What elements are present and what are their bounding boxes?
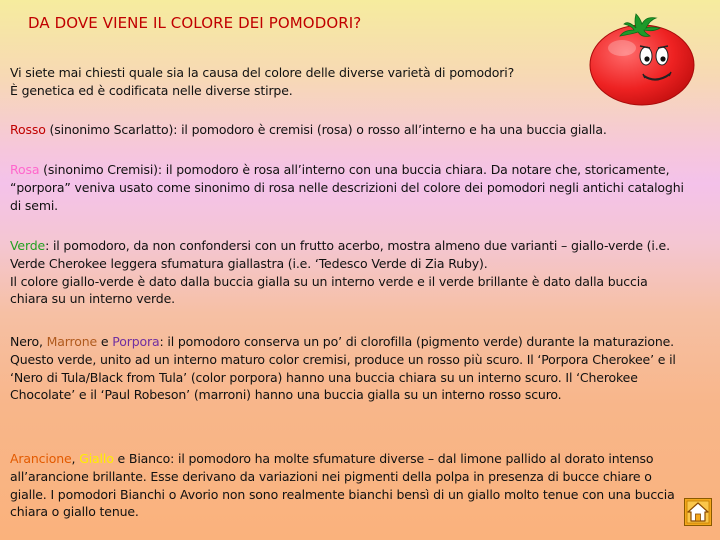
verde-label: Verde [10, 238, 46, 253]
verde-paragraph [10, 237, 684, 308]
verde-text: : il pomodoro, da non confondersi con un frutto acerbo, mostra almeno due varianti – giallo-verde (i.e. Verde Cherokee leggera sfumatura giallastra (i.e. ‘Tedesco Verde di Zia Ruby). [10, 238, 670, 271]
arancione-label: Arancione [10, 451, 72, 466]
intro-paragraph [10, 64, 514, 100]
rosso-paragraph [10, 121, 607, 139]
arancione-text: : il pomodoro ha molte sfumature diverse – dal limone pallido al dorato intenso all’arancione brillante. Esse derivano da variazioni nei pigmenti della polpa in presenza di bucce chiare o gialle. I pomodori Bianchi o Avorio non sono realmente bianchi bensì di un giallo molto tenue con una buccia chiara o giallo tenue. [10, 451, 675, 520]
porpora-label: Porpora [112, 334, 160, 349]
arancione-sep-1: , [71, 451, 80, 466]
intro-line-2: È genetica ed è codificata nelle diverse stirpe. [10, 82, 293, 98]
nero-label: Nero [10, 334, 39, 349]
arancione-paragraph [10, 450, 684, 521]
verde-text-2: Il colore giallo-verde è dato dalla buccia gialla su un interno verde e il verde brillante è dato dalla buccia chiara su un interno verde. [10, 273, 648, 307]
giallo-label: Giallo [79, 451, 114, 466]
tomato-mascot-image [584, 10, 706, 106]
nero-text: : il pomodoro conserva un po’ di clorofilla (pigmento verde) durante la maturazione. Questo verde, unito ad un interno maturo color cremisi, produce un rosso più scuro. Il ‘Porpora Cherokee’ e il ‘Nero di Tula/Black from Tula’ (color porpora) hanno una buccia chiara su un interno scuro. Il ‘Cherokee Chocolate’ e il ‘Paul Robeson’ (marroni) hanno una buccia gialla su un interno rosso scuro. [10, 334, 676, 403]
home-button[interactable] [684, 498, 712, 526]
nero-sep-2: e [97, 334, 113, 349]
nero-paragraph [10, 333, 684, 404]
rosa-label: Rosa [10, 162, 40, 177]
marrone-label: Marrone [46, 334, 98, 349]
rosso-text: (sinonimo Scarlatto): il pomodoro è cremisi (rosa) o rosso all’interno e ha una buccia gialla. [45, 122, 607, 137]
arancione-sep-2: e [113, 451, 129, 466]
rosso-label: Rosso [10, 122, 46, 137]
home-icon [684, 498, 712, 526]
page-title: DA DOVE VIENE IL COLORE DEI POMODORI? [28, 14, 362, 32]
rosa-text: (sinonimo Cremisi): il pomodoro è rosa all’interno con una buccia chiara. Da notare che, storicamente, “porpora” veniva usato come sinonimo di rosa nelle descrizioni del colore dei pomodori negli antichi cataloghi di semi. [10, 162, 684, 213]
intro-line-1: Vi siete mai chiesti quale sia la causa del colore delle diverse varietà di pomodori? [10, 65, 515, 80]
bianco-label: Bianco [128, 451, 171, 466]
rosa-paragraph [10, 161, 684, 214]
nero-sep-1: , [38, 334, 47, 349]
